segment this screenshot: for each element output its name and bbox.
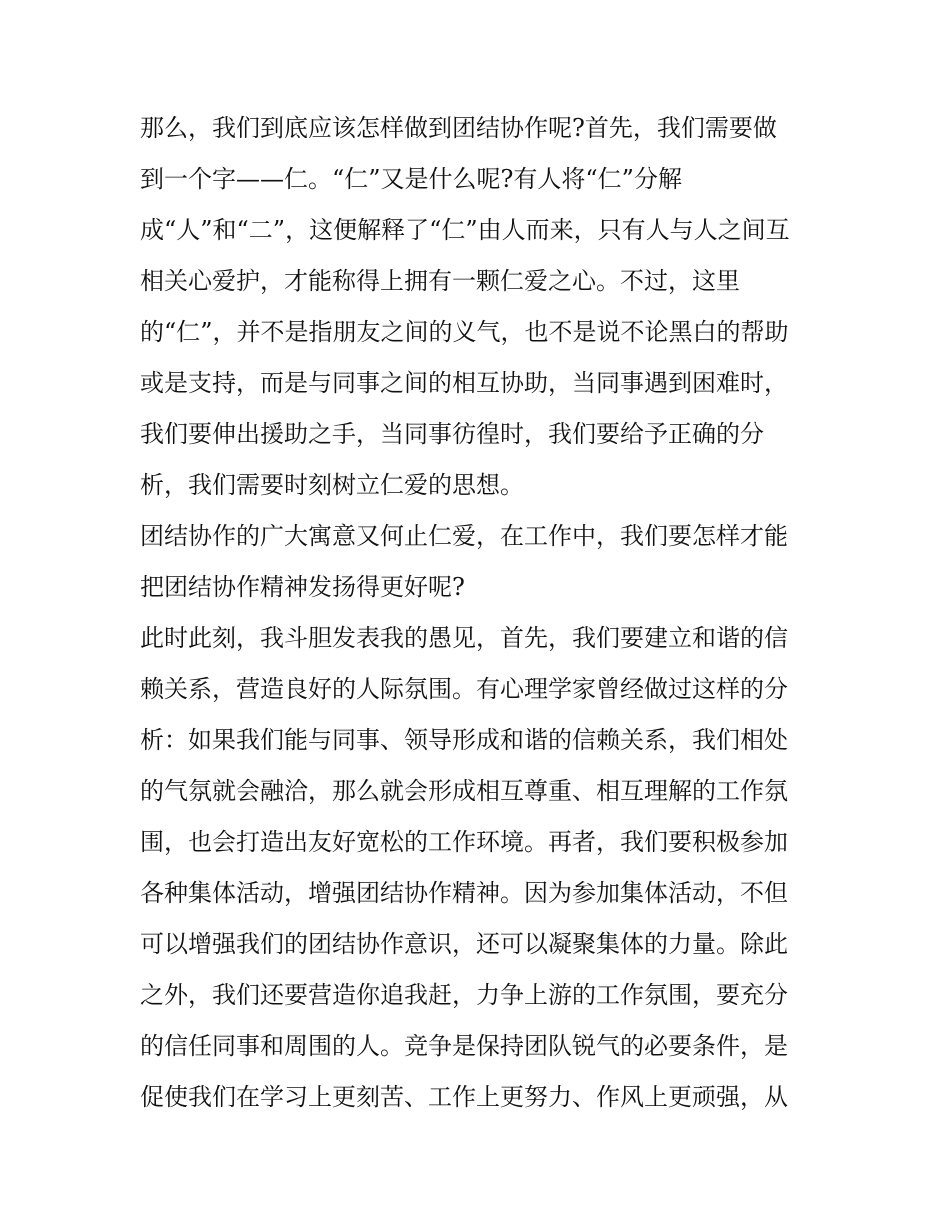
text-line-18: 之外，我们还要营造你追我赶，力争上游的工作氛围，要充分 [140,981,788,1009]
text-line-5: 的“仁”，并不是指朋友之间的义气，也不是说不论黑白的帮助 [140,318,789,346]
text-line-16: 各种集体活动，增强团结协作精神。因为参加集体活动，不但 [140,879,788,907]
text-line-4: 相关心爱护，才能称得上拥有一颗仁爱之心。不过，这里 [140,267,740,295]
text-line-15: 围，也会打造出友好宽松的工作环境。再者，我们要积极参加 [140,828,788,856]
text-line-8: 析，我们需要时刻树立仁爱的思想。 [140,471,524,499]
text-line-19: 的信任同事和周围的人。竞争是保持团队锐气的必要条件，是 [140,1032,788,1060]
text-line-17: 可以增强我们的团结协作意识，还可以凝聚集体的力量。除此 [140,930,788,958]
document-body [140,103,810,1123]
text-line-1: 那么，我们到底应该怎样做到团结协作呢?首先，我们需要做 [140,114,777,142]
text-line-2: 到一个字——仁。“仁”又是什么呢?有人将“仁”分解 [140,165,682,193]
text-line-13: 析：如果我们能与同事、领导形成和谐的信赖关系，我们相处 [140,726,788,754]
text-line-3: 成“人”和“二”，这便解释了“仁”由人而来，只有人与人之间互 [140,216,790,244]
text-line-14: 的气氛就会融洽，那么就会形成相互尊重、相互理解的工作氛 [140,777,788,805]
text-line-20: 促使我们在学习上更刻苦、工作上更努力、作风上更顽强，从 [140,1083,788,1111]
text-line-11: 此时此刻，我斗胆发表我的愚见，首先，我们要建立和谐的信 [140,624,788,652]
text-line-7: 我们要伸出援助之手，当同事彷徨时，我们要给予正确的分 [140,420,764,448]
text-line-10: 把团结协作精神发扬得更好呢? [140,573,465,601]
text-line-6: 或是支持，而是与同事之间的相互协助，当同事遇到困难时， [140,369,788,397]
text-line-12: 赖关系，营造良好的人际氛围。有心理学家曾经做过这样的分 [140,675,788,703]
text-line-9: 团结协作的广大寓意又何止仁爱，在工作中，我们要怎样才能 [140,522,788,550]
